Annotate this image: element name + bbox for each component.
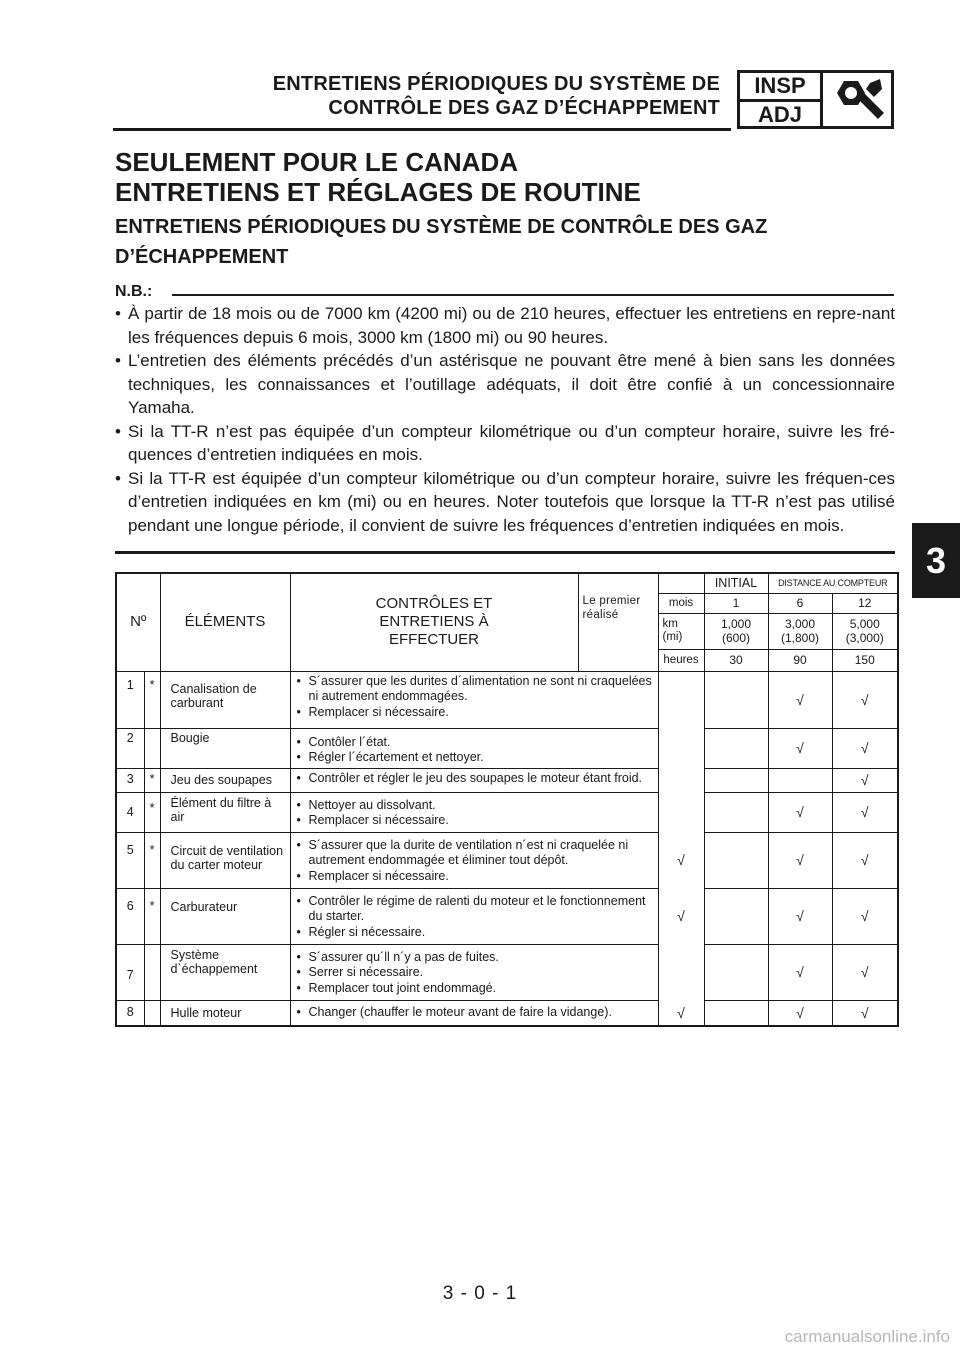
task-item: • Régler l´écartement et nettoyer.: [309, 750, 658, 766]
label-km-text: km (mi): [662, 618, 683, 643]
note-item: • Si la TT-R est équipée d’un compteur kilométrique ou d’un compteur horaire, suivre les fréquen-ces d’entretien indiquées en km (mi) ou en heures. Noter toutefois que lorsque la TT-R n’est pas utilisé pendant une longue période, il convient de suivre les fréquences d’entretien indiquées en mois.: [115, 467, 895, 538]
task-item: • S´assurer que la durite de ventilation n´est ni craquelée ni autrement endommagée et éliminer tout dépôt.: [309, 838, 658, 869]
chapter-header-line2: CONTRÔLE DES GAZ D’ÉCHAPPEMENT: [328, 97, 720, 119]
task-item: • S´assurer que les durites d´alimentation ne sont ni craquelées ni autrement endommagées.: [309, 674, 658, 705]
check-2: [768, 768, 832, 792]
chapter-header-line1: ENTRETIENS PÉRIODIQUES DU SYSTÈME DE: [272, 73, 720, 95]
check-1: [704, 671, 768, 728]
table-row: [116, 944, 898, 1000]
row-tasks: [290, 944, 658, 1000]
chapter-header-title: [273, 72, 720, 120]
table-row: [116, 671, 898, 728]
row-item: Carburateur: [160, 888, 290, 944]
task-item: • Nettoyer au dissolvant.: [309, 798, 658, 814]
row-number: 5: [116, 832, 144, 888]
header-no: Nº: [116, 573, 160, 671]
interval-km-value: 5,000: [849, 617, 880, 631]
check-1: [704, 792, 768, 832]
row-asterisk: *: [144, 792, 160, 832]
chapter-tab: 3: [912, 523, 960, 598]
check-3: √: [832, 1000, 898, 1026]
task-item: • Remplacer si nécessaire.: [309, 813, 658, 829]
check-1b: [704, 888, 768, 944]
row-number: 6: [116, 888, 144, 944]
row-asterisk: *: [144, 768, 160, 792]
row-number: 1: [116, 671, 144, 728]
row-blank: [658, 944, 704, 1000]
interval-km-value: 1,000: [720, 617, 752, 631]
row-asterisk: [144, 728, 160, 768]
header-rule: [113, 128, 731, 131]
check-2: √: [768, 888, 832, 944]
header-blank: [658, 573, 704, 593]
label-km: [658, 613, 704, 649]
note-item: • Si la TT-R n’est pas équipée d’un compteur kilométrique ou d’un compteur horaire, suivre les fré-quences d’entretien indiquées en mois.: [115, 420, 895, 467]
page-number: 3 - 0 - 1: [442, 1283, 518, 1304]
note-rule-top: [172, 294, 894, 296]
insp-adj-badge: [737, 70, 894, 129]
note-list: [115, 302, 895, 537]
interval-km: [832, 613, 898, 649]
task-item: • Remplacer si nécessaire.: [309, 705, 658, 721]
row-tasks: [290, 671, 658, 728]
check-1: [704, 944, 768, 1000]
table-row: [116, 792, 898, 832]
maintenance-table: [115, 572, 899, 1027]
header-controls: [290, 573, 578, 671]
row-blank: [658, 671, 704, 728]
header-initial: INITIAL: [704, 573, 768, 593]
label-mois: mois: [658, 593, 704, 613]
note-label: N.B.:: [115, 283, 153, 300]
check-2: √: [768, 792, 832, 832]
interval-mi-value: (3,000): [845, 631, 884, 645]
task-item: • Remplacer tout joint endommagé.: [309, 981, 658, 997]
check-3: √: [832, 832, 898, 888]
check-2: √: [768, 1000, 832, 1026]
badge-adj: ADJ: [757, 102, 802, 127]
row-asterisk: *: [144, 671, 160, 728]
row-blank: [658, 792, 704, 832]
row-tasks: [290, 888, 658, 944]
row-item: Canalisation de carburant: [160, 671, 290, 728]
header-elements: ÉLÉMENTS: [160, 573, 290, 671]
row-tasks: [290, 728, 658, 768]
wrench-bolt-icon: [823, 73, 891, 126]
note-rule-bottom: [115, 551, 895, 554]
header-first-done: Le premier réalisé: [578, 573, 658, 671]
check-3: √: [832, 944, 898, 1000]
interval-mois: 6: [768, 593, 832, 613]
check-1b: [704, 1000, 768, 1026]
note-item: • L’entretien des éléments précédés d’un astérisque ne pouvant être mené à bien sans les données techniques, les connaissances et l’outillage adéquats, il doit être confié à un concessionnaire Yamaha.: [115, 349, 895, 420]
interval-km-value: 3,000: [784, 617, 816, 631]
check-1: √: [658, 832, 704, 888]
check-2: √: [768, 728, 832, 768]
task-item: • Serrer si nécessaire.: [309, 965, 658, 981]
row-item: Jeu des soupapes: [160, 768, 290, 792]
routine-maintenance-title: ENTRETIENS ET RÉGLAGES DE ROUTINE: [115, 177, 641, 207]
check-2: √: [768, 832, 832, 888]
check-1: [704, 728, 768, 768]
row-item: Bougie: [160, 728, 290, 768]
check-2: √: [768, 671, 832, 728]
row-blank: [658, 768, 704, 792]
table-row: [116, 728, 898, 768]
watermark: carmanualsonline.info: [784, 1327, 950, 1346]
header-distance: DISTANCE AU COMPTEUR: [768, 573, 898, 593]
row-asterisk: *: [144, 832, 160, 888]
note-item: • À partir de 18 mois ou de 7000 km (4200 mi) ou de 210 heures, effectuer les entretiens en repre-nant les fréquences depuis 6 mois, 3000 km (1800 mi) ou 90 heures.: [115, 302, 895, 349]
canada-only-title: SEULEMENT POUR LE CANADA: [115, 147, 519, 177]
interval-heures: 150: [832, 649, 898, 671]
check-2: √: [768, 944, 832, 1000]
check-3: √: [832, 671, 898, 728]
row-number: 4: [116, 792, 144, 832]
row-item: Hulle moteur: [160, 1000, 290, 1026]
interval-km: [704, 613, 768, 649]
interval-mi-value: (1,800): [780, 631, 820, 645]
row-tasks: [290, 768, 658, 792]
row-asterisk: [144, 944, 160, 1000]
row-asterisk: *: [144, 888, 160, 944]
row-tasks: [290, 832, 658, 888]
check-1: √: [658, 1000, 704, 1026]
task-item: • Contrôler et régler le jeu des soupapes le moteur étant froid.: [309, 771, 658, 787]
check-3: √: [832, 792, 898, 832]
check-1: [704, 768, 768, 792]
row-item: Système d`échappement: [160, 944, 290, 1000]
row-number: 2: [116, 728, 144, 768]
row-number: 3: [116, 768, 144, 792]
row-item: Circuit de ventilation du carter moteur: [160, 832, 290, 888]
task-item: • Contôler l´état.: [309, 735, 658, 751]
interval-mi-value: (600): [721, 631, 750, 645]
table-row: [116, 1000, 898, 1026]
table-row: [116, 832, 898, 888]
task-item: • Contrôler le régime de ralenti du moteur et le fonctionnement du starter.: [309, 894, 658, 925]
task-item: • Régler si nécessaire.: [309, 925, 658, 941]
check-3: √: [832, 728, 898, 768]
row-tasks: [290, 792, 658, 832]
label-heures: heures: [658, 649, 704, 671]
row-item: Élément du filtre à air: [160, 792, 290, 832]
table-row: [116, 888, 898, 944]
row-number: 8: [116, 1000, 144, 1026]
row-asterisk: [144, 1000, 160, 1026]
section-title: ENTRETIENS PÉRIODIQUES DU SYSTÈME DE CONTRÔLE DES GAZ D’ÉCHAPPEMENT: [115, 216, 768, 268]
row-number: 7: [116, 944, 144, 1000]
check-3: √: [832, 768, 898, 792]
check-1b: [704, 832, 768, 888]
task-item: • Remplacer si nécessaire.: [309, 869, 658, 885]
row-tasks: [290, 1000, 658, 1026]
row-blank: [658, 728, 704, 768]
interval-heures: 90: [768, 649, 832, 671]
badge-text: [740, 73, 823, 126]
interval-km: [768, 613, 832, 649]
interval-mois: 12: [832, 593, 898, 613]
check-1: √: [658, 888, 704, 944]
header-controls-text: CONTRÔLES ET ENTRETIENS À EFFECTUER: [375, 595, 493, 649]
badge-insp: INSP: [740, 73, 820, 102]
check-3: √: [832, 888, 898, 944]
interval-heures: 30: [704, 649, 768, 671]
task-item: • S´assurer qu´ll n´y a pas de fuites.: [309, 950, 658, 966]
task-item: • Changer (chauffer le moteur avant de faire la vidange).: [309, 1005, 658, 1021]
table-row: [116, 768, 898, 792]
interval-mois: 1: [704, 593, 768, 613]
